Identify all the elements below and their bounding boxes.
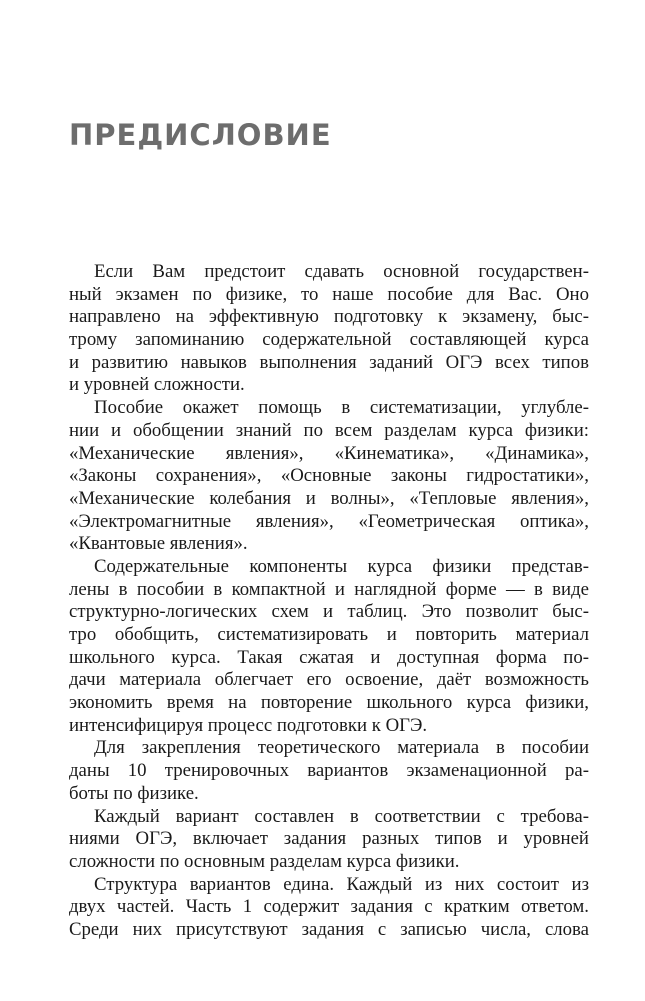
text-line: школьного курса. Такая сжатая и доступная форма по- [69, 646, 589, 668]
paragraph [69, 737, 589, 805]
text-line: «Механические колебания и волны», «Тепловые явления», [69, 487, 589, 509]
text-line: Содержательные компоненты курса физики представ- [94, 555, 589, 577]
text-line: интенсифицируя процесс подготовки к ОГЭ. [69, 714, 428, 736]
text-line: Каждый вариант составлен в соответствии с требова- [94, 805, 589, 827]
text-line: Если Вам предстоит сдавать основной государствен- [94, 261, 589, 282]
text-line: дачи материала облегчает его освоение, даёт возможность [69, 669, 589, 691]
text-line: двух частей. Часть 1 содержит задания с кратким ответом. [69, 896, 589, 918]
text-line: «Электромагнитные явления», «Геометрическая оптика», [69, 510, 589, 532]
text-line: боты по физике. [69, 782, 199, 804]
text-line: экономить время на повторение школьного курса физики, [69, 692, 589, 714]
text-line: Среди них присутствуют задания с записью числа, слова [69, 918, 589, 940]
text-line: трому запоминанию содержательной составляющей курса [69, 329, 589, 351]
text-line: ниями ОГЭ, включает задания разных типов и уровней [69, 828, 589, 850]
text-line: тро обобщить, систематизировать и повторить материал [69, 624, 589, 645]
chapter-heading: ПРЕДИСЛОВИЕ [69, 118, 332, 152]
text-line: нии и обобщении знаний по всем разделам курса физики: [69, 419, 589, 441]
paragraph [69, 397, 589, 556]
text-line: «Законы сохранения», «Основные законы гидростатики», [69, 465, 589, 487]
preface-text [69, 261, 589, 942]
text-line: Для закрепления теоретического материала в пособии [94, 737, 589, 759]
text-line: структурно-логических схем и таблиц. Это позволит быс- [69, 601, 589, 623]
text-line: ный экзамен по физике, то наше пособие для Вас. Оно [69, 283, 589, 305]
text-line: лены в пособии в компактной и наглядной форме — в виде [69, 578, 589, 600]
text-line: «Механические явления», «Кинематика», «Динамика», [69, 442, 589, 464]
text-line: Структура вариантов едина. Каждый из них состоит из [94, 873, 589, 895]
text-line: и развитию навыков выполнения заданий ОГЭ всех типов [69, 351, 589, 373]
text-line: Пособие окажет помощь в систематизации, углубле- [94, 397, 589, 419]
paragraph [69, 261, 589, 397]
paragraph [69, 556, 589, 738]
paragraph [69, 806, 589, 874]
text-line: и уровней сложности. [69, 374, 245, 396]
paragraph [69, 874, 589, 942]
text-line: сложности по основным разделам курса физики. [69, 850, 460, 872]
text-line: «Квантовые явления». [69, 533, 248, 555]
text-line: направлено на эффективную подготовку к экзамену, быс- [69, 306, 589, 328]
text-line: даны 10 тренировочных вариантов экзаменационной ра- [69, 760, 589, 782]
